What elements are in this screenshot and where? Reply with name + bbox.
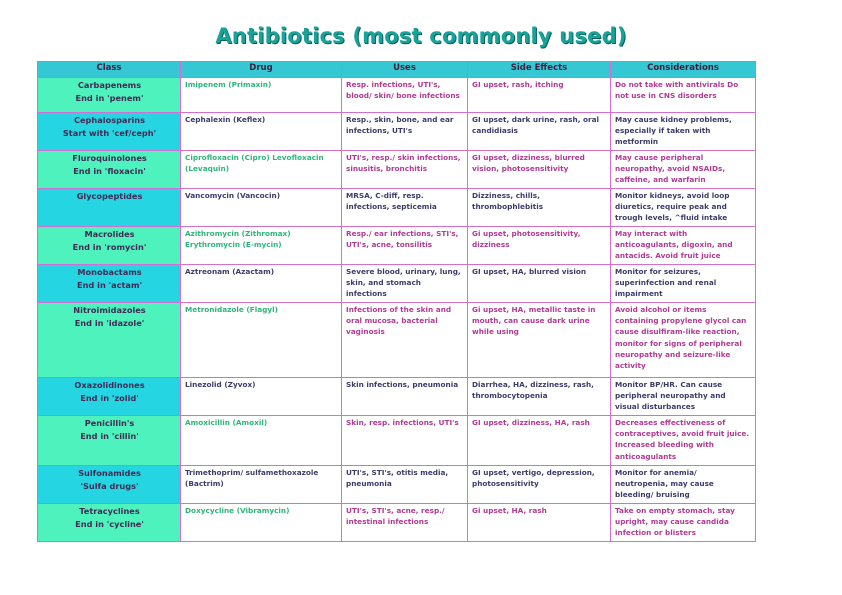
uses-cell: UTI's, STI's, otitis media, pneumonia: [342, 466, 468, 504]
side-effects-cell: Gi upset, photosensitivity, dizziness: [468, 227, 611, 265]
drug-cell: Metronidazole (Flagyl): [181, 303, 342, 378]
uses-cell: MRSA, C-diff, resp. infections, septicemia: [342, 189, 468, 227]
header-uses: Uses: [342, 62, 468, 78]
class-cell: [38, 504, 181, 542]
class-name: Fluroquinolones: [72, 153, 147, 163]
side-effects-cell: GI upset, rash, itching: [468, 78, 611, 113]
class-name: Macrolides: [84, 229, 135, 239]
side-effects-cell: GI upset, HA, blurred vision: [468, 265, 611, 303]
uses-cell: Resp./ ear infections, STI's, UTI's, acne, tonsilitis: [342, 227, 468, 265]
considerations-cell: Take on empty stomach, stay upright, may cause candida infection or blisters: [611, 504, 756, 542]
drug-cell: Vancomycin (Vancocin): [181, 189, 342, 227]
class-cell: [38, 78, 181, 113]
considerations-cell: Monitor for seizures, superinfection and renal impairment: [611, 265, 756, 303]
class-cell: [38, 466, 181, 504]
drug-cell: Amoxicillin (Amoxil): [181, 416, 342, 466]
class-suffix: 'Sulfa drugs': [80, 481, 139, 491]
table-row: [38, 78, 756, 113]
class-name: Cephalosparins: [73, 115, 145, 125]
drug-cell: Trimethoprim/ sulfamethoxazole (Bactrim): [181, 466, 342, 504]
drug-cell: Linezolid (Zyvox): [181, 378, 342, 416]
table-row: [38, 113, 756, 151]
table-row: [38, 504, 756, 542]
class-name: Penicillin's: [84, 418, 135, 428]
side-effects-cell: GI upset, dark urine, rash, oral candidiasis: [468, 113, 611, 151]
table-row: [38, 416, 756, 466]
table-row: [38, 265, 756, 303]
side-effects-cell: GI upset, vertigo, depression, photosensitivity: [468, 466, 611, 504]
antibiotics-table: [37, 61, 756, 542]
page-title: Antibiotics (most commonly used): [215, 24, 627, 48]
table-row: [38, 189, 756, 227]
class-cell: [38, 189, 181, 227]
class-suffix: End in 'cillin': [80, 431, 139, 441]
class-cell: [38, 378, 181, 416]
class-cell: [38, 303, 181, 378]
class-name: Monobactams: [77, 267, 142, 277]
drug-cell: Azithromycin (Zithromax) Erythromycin (E-mycin): [181, 227, 342, 265]
header-considerations: Considerations: [611, 62, 756, 78]
uses-cell: Skin infections, pneumonia: [342, 378, 468, 416]
class-name: Carbapenems: [77, 80, 142, 90]
class-suffix: End in 'actam': [77, 280, 142, 290]
considerations-cell: Decreases effectiveness of contraceptives, avoid fruit juice. Increased bleeding with anticoagulants: [611, 416, 756, 466]
class-name: Glycopeptides: [76, 191, 143, 201]
uses-cell: Infections of the skin and oral mucosa, bacterial vaginosis: [342, 303, 468, 378]
side-effects-cell: Gi upset, HA, metallic taste in mouth, can cause dark urine while using: [468, 303, 611, 378]
class-suffix: End in 'floxacin': [73, 166, 146, 176]
header-row: [38, 62, 756, 78]
drug-cell: Aztreonam (Azactam): [181, 265, 342, 303]
class-cell: [38, 416, 181, 466]
header-side-effects: Side Effects: [468, 62, 611, 78]
class-cell: [38, 265, 181, 303]
class-suffix: End in 'penem': [75, 93, 144, 103]
class-name: Sulfonamides: [78, 468, 141, 478]
table-row: [38, 303, 756, 378]
uses-cell: Resp., skin, bone, and ear infections, UTI's: [342, 113, 468, 151]
uses-cell: Skin, resp. infections, UTI's: [342, 416, 468, 466]
table-row: [38, 466, 756, 504]
side-effects-cell: GI upset, dizziness, blurred vision, photosensitivity: [468, 151, 611, 189]
drug-cell: Imipenem (Primaxin): [181, 78, 342, 113]
considerations-cell: May interact with anticoagulants, digoxin, and antacids. Avoid fruit juice: [611, 227, 756, 265]
considerations-cell: Monitor for anemia/ neutropenia, may cause bleeding/ bruising: [611, 466, 756, 504]
considerations-cell: May cause peripheral neuropathy, avoid NSAIDs, caffeine, and warfarin: [611, 151, 756, 189]
header-drug: Drug: [181, 62, 342, 78]
class-cell: [38, 151, 181, 189]
drug-cell: Doxycycline (Vibramycin): [181, 504, 342, 542]
class-name: Nitroimidazoles: [73, 305, 146, 315]
header-class: Class: [38, 62, 181, 78]
class-suffix: End in 'zolid': [80, 393, 139, 403]
class-cell: [38, 227, 181, 265]
considerations-cell: Monitor BP/HR. Can cause peripheral neuropathy and visual disturbances: [611, 378, 756, 416]
uses-cell: UTI's, resp./ skin infections, sinusitis, bronchitis: [342, 151, 468, 189]
side-effects-cell: Gi upset, HA, rash: [468, 504, 611, 542]
class-name: Tetracyclines: [79, 506, 140, 516]
considerations-cell: Do not take with antivirals Do not use in CNS disorders: [611, 78, 756, 113]
considerations-cell: May cause kidney problems, especially if taken with metformin: [611, 113, 756, 151]
side-effects-cell: Dizziness, chills, thrombophlebitis: [468, 189, 611, 227]
drug-cell: Cephalexin (Keflex): [181, 113, 342, 151]
class-suffix: Start with 'cef/ceph': [62, 128, 157, 138]
table-row: [38, 378, 756, 416]
uses-cell: Severe blood, urinary, lung, skin, and stomach infections: [342, 265, 468, 303]
class-cell: [38, 113, 181, 151]
class-suffix: End in 'idazole': [74, 318, 145, 328]
class-suffix: End in 'romycin': [72, 242, 147, 252]
considerations-cell: Avoid alcohol or items containing propylene glycol can cause disulfiram-like reaction, monitor for signs of peripheral neuropathy and seizure-like activity: [611, 303, 756, 378]
class-name: Oxazolidinones: [74, 380, 145, 390]
side-effects-cell: GI upset, dizziness, HA, rash: [468, 416, 611, 466]
table-row: [38, 151, 756, 189]
uses-cell: UTI's, STI's, acne, resp./ intestinal infections: [342, 504, 468, 542]
drug-cell: Ciprofloxacin (Cipro) Levofloxacin (Levaquin): [181, 151, 342, 189]
uses-cell: Resp. infections, UTI's, blood/ skin/ bone infections: [342, 78, 468, 113]
side-effects-cell: Diarrhea, HA, dizziness, rash, thrombocytopenia: [468, 378, 611, 416]
class-suffix: End in 'cycline': [75, 519, 144, 529]
table-row: [38, 227, 756, 265]
considerations-cell: Monitor kidneys, avoid loop diuretics, require peak and trough levels, ^fluid intake: [611, 189, 756, 227]
